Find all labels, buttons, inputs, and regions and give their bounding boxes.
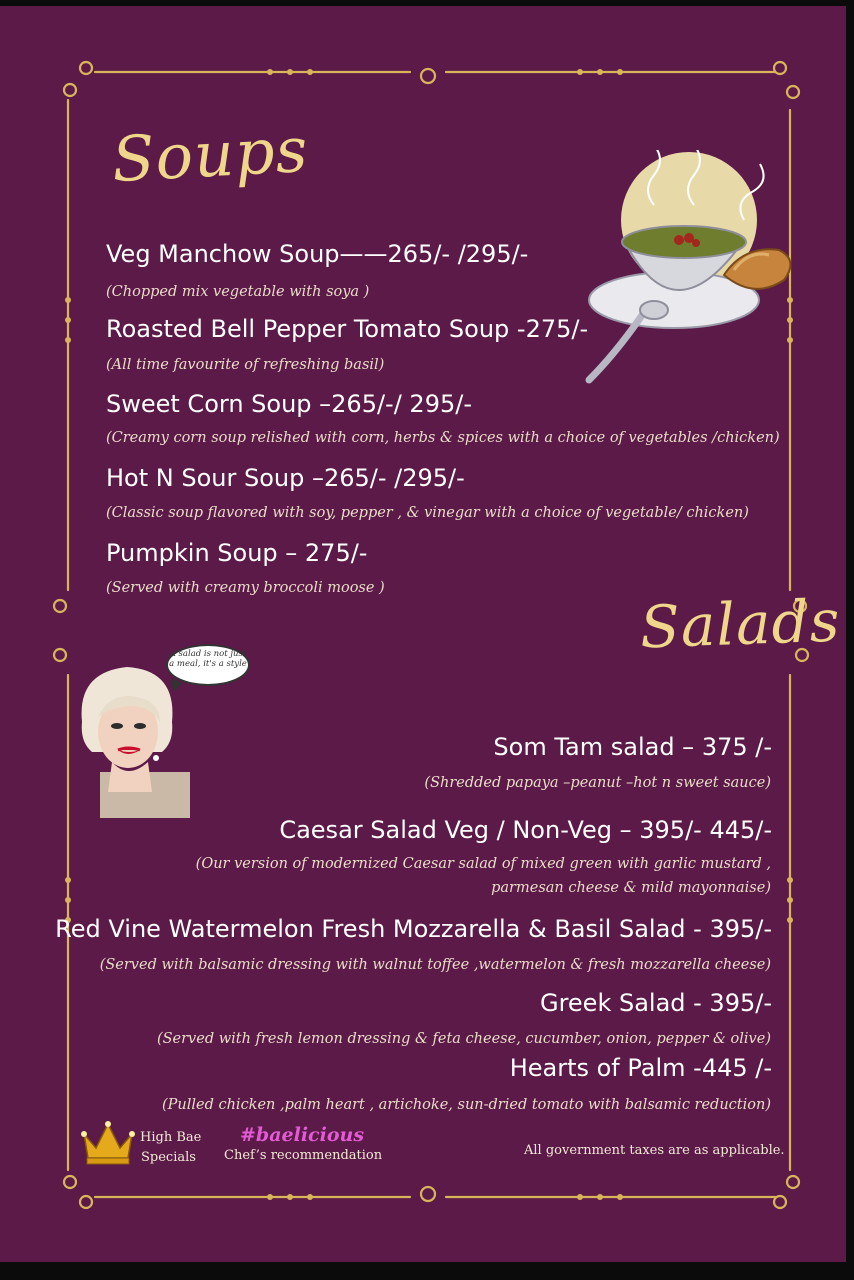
salad-item-name: Red Vine Watermelon Fresh Mozzarella & Basil Salad - 395/- [55,915,772,943]
salad-item-name: Caesar Salad Veg / Non-Veg – 395/- 445/- [279,816,772,844]
soup-item-desc: (Creamy corn soup relished with corn, herbs & spices with a choice of vegetables /chicken) [106,430,780,446]
soup-item-name: Hot N Sour Soup –265/- /295/- [106,464,465,492]
chef-recommendation-note: Chef’s recommendation [224,1148,383,1163]
tax-note: All government taxes are as applicable. [524,1143,785,1158]
soup-bowl-icon [584,150,799,390]
speech-bubble: A salad is not just a meal, it's a style [166,644,250,686]
salad-item-desc: (Shredded papaya –peanut –hot n sweet sauce) [424,775,771,791]
soup-item-desc: (All time favourite of refreshing basil) [106,357,385,373]
salad-item-name: Hearts of Palm -445 /- [509,1054,772,1082]
salad-item-desc: parmesan cheese & mild mayonnaise) [491,880,771,896]
soup-item-desc: (Served with creamy broccoli moose ) [106,580,385,596]
crown-icon [80,1120,136,1166]
soups-heading: Soups [110,112,311,197]
salad-item-desc: (Our version of modernized Caesar salad of mixed green with garlic mustard , [195,856,771,872]
soup-item-name: Veg Manchow Soup——265/- /295/- [106,240,529,268]
soup-item-desc: (Chopped mix vegetable with soya ) [106,284,370,300]
salad-item-name: Som Tam salad – 375 /- [493,733,772,761]
soup-item-name: Sweet Corn Soup –265/-/ 295/- [106,390,472,418]
soup-item-desc: (Classic soup flavored with soy, pepper , & vinegar with a choice of vegetable/ chicken) [106,505,749,521]
salad-item-desc: (Served with balsamic dressing with walnut toffee ,watermelon & fresh mozzarella cheese) [99,957,771,973]
soup-item-name: Roasted Bell Pepper Tomato Soup -275/- [106,315,589,343]
salads-heading: Salads [638,586,842,662]
hashtag: #baelicious [240,1124,365,1146]
salad-item-desc: (Served with fresh lemon dressing & feta cheese, cucumber, onion, pepper & olive) [156,1031,771,1047]
salad-item-desc: (Pulled chicken ,palm heart , artichoke, sun-dried tomato with balsamic reduction) [161,1097,771,1113]
salad-item-name: Greek Salad - 395/- [539,989,772,1017]
soup-item-name: Pumpkin Soup – 275/- [106,539,368,567]
crown-label-line2: Specials [141,1150,196,1165]
crown-label-line1: High Bae [140,1130,202,1145]
